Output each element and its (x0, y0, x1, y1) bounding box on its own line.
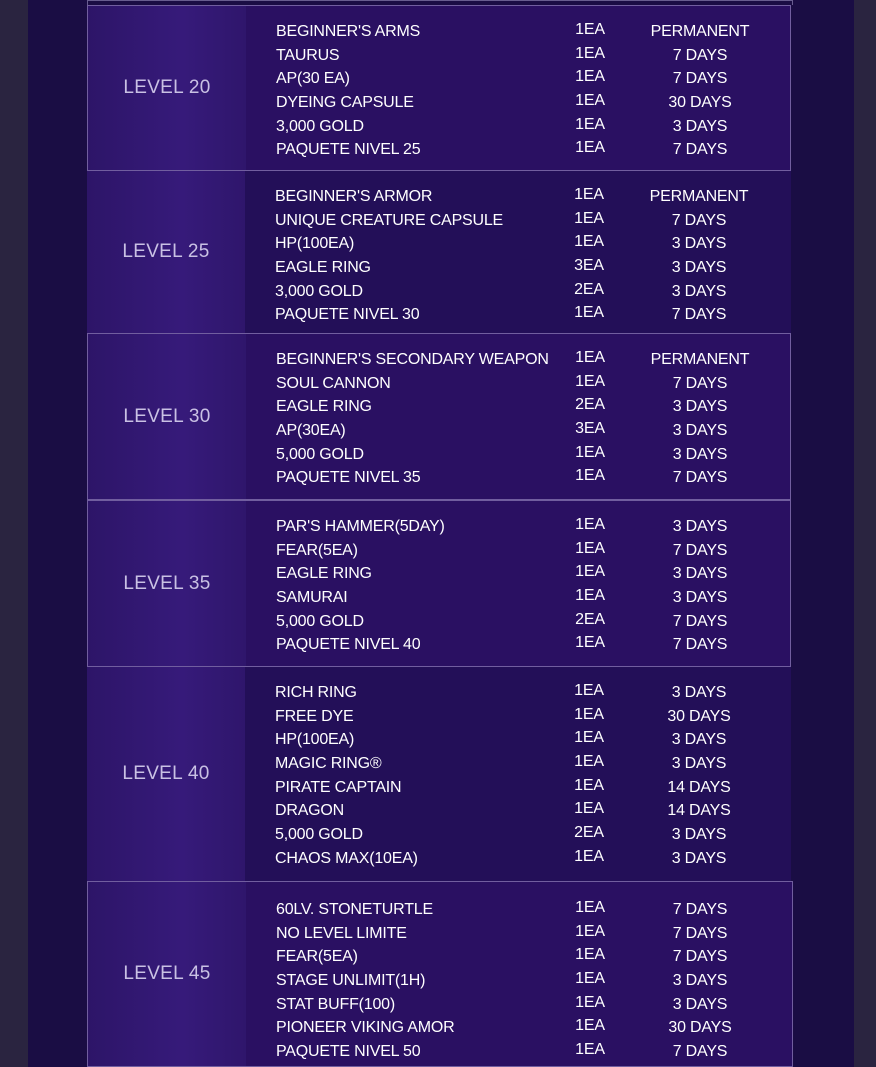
reward-item-name: MAGIC RING® (275, 754, 382, 772)
reward-item (275, 232, 791, 256)
reward-item-quantity: 1EA (575, 515, 605, 533)
reward-item-quantity: 1EA (574, 209, 604, 227)
reward-item-quantity: 1EA (574, 233, 604, 251)
reward-item-name: DRAGON (275, 802, 345, 820)
reward-item-name: EAGLE RING (275, 258, 371, 276)
reward-item-duration: 3 DAYS (672, 421, 728, 439)
reward-item-duration: 3 DAYS (672, 117, 728, 135)
reward-item-duration: 7 DAYS (672, 948, 728, 966)
reward-item-quantity: 1EA (575, 348, 605, 366)
reward-item (276, 419, 790, 443)
reward-item-duration: 7 DAYS (672, 541, 728, 559)
reward-item-name: UNIQUE CREATURE CAPSULE (275, 211, 504, 229)
level-label: LEVEL 45 (88, 882, 246, 1066)
reward-item (276, 993, 792, 1017)
reward-item (276, 348, 790, 372)
reward-item-duration: PERMANENT (650, 350, 750, 368)
reward-item-duration: 3 DAYS (671, 282, 727, 300)
reward-item (275, 209, 791, 233)
reward-item-duration: 7 DAYS (671, 306, 727, 324)
reward-item-name: SAMURAI (276, 588, 348, 606)
reward-item-duration: 30 DAYS (668, 1019, 732, 1037)
reward-item (276, 945, 792, 969)
reward-item-name: FEAR(5EA) (276, 948, 358, 966)
reward-item-quantity: 1EA (574, 752, 604, 770)
reward-item-duration: 7 DAYS (672, 374, 728, 392)
reward-item-name: 5,000 GOLD (276, 612, 364, 630)
level-group-row (87, 333, 791, 500)
reward-item-quantity: 1EA (574, 705, 604, 723)
reward-item-quantity: 1EA (575, 993, 605, 1011)
level-group-row (87, 5, 791, 171)
level-group-row (87, 881, 793, 1067)
reward-item (276, 443, 790, 467)
reward-item-duration: 7 DAYS (672, 900, 728, 918)
reward-item-quantity: 2EA (574, 823, 604, 841)
reward-item-duration: 7 DAYS (672, 1042, 728, 1060)
reward-item-quantity: 2EA (575, 396, 605, 414)
reward-item (276, 372, 790, 396)
reward-item-quantity: 1EA (575, 467, 605, 485)
reward-item-quantity: 1EA (575, 634, 605, 652)
reward-item (276, 91, 790, 115)
reward-item-name: NO LEVEL LIMITE (276, 924, 407, 942)
reward-item-quantity: 3EA (574, 256, 604, 274)
reward-item-list (246, 334, 790, 499)
reward-item-quantity: 1EA (575, 443, 605, 461)
reward-item-duration: 7 DAYS (672, 70, 728, 88)
reward-item (276, 1016, 792, 1040)
reward-item-name: STAT BUFF(100) (276, 995, 395, 1013)
left-page-margin (0, 0, 28, 1067)
reward-item-duration: 3 DAYS (671, 849, 727, 867)
reward-item-duration: 14 DAYS (667, 802, 731, 820)
reward-item-name: CHAOS MAX(10EA) (275, 849, 418, 867)
reward-item (276, 138, 790, 162)
reward-item-name: PAQUETE NIVEL 35 (276, 469, 421, 487)
level-group-row (87, 500, 791, 667)
reward-item-quantity: 1EA (575, 372, 605, 390)
reward-item-quantity: 1EA (575, 586, 605, 604)
reward-item-list (245, 171, 791, 333)
reward-item-name: PIRATE CAPTAIN (275, 778, 402, 796)
reward-item-quantity: 1EA (575, 969, 605, 987)
reward-item-duration: 7 DAYS (672, 469, 728, 487)
reward-item (275, 681, 791, 705)
reward-item-duration: 30 DAYS (668, 93, 732, 111)
reward-item-name: AP(30 EA) (276, 70, 350, 88)
reward-item (275, 752, 791, 776)
reward-item-quantity: 1EA (574, 185, 604, 203)
reward-item (275, 776, 791, 800)
reward-item-duration: 7 DAYS (672, 612, 728, 630)
reward-item-quantity: 1EA (574, 776, 604, 794)
reward-item-name: AP(30EA) (276, 421, 346, 439)
reward-item (275, 705, 791, 729)
reward-item (275, 303, 791, 327)
reward-item-quantity: 1EA (575, 115, 605, 133)
reward-item (275, 847, 791, 871)
reward-item-duration: 3 DAYS (671, 731, 727, 749)
reward-item-duration: 3 DAYS (672, 398, 728, 416)
level-label: LEVEL 35 (88, 501, 246, 666)
reward-item-list (246, 6, 790, 170)
reward-item-quantity: 1EA (575, 1017, 605, 1035)
reward-item-name: HP(100EA) (275, 731, 355, 749)
reward-item-duration: 3 DAYS (671, 258, 727, 276)
reward-item-list (246, 882, 792, 1066)
reward-item-name: PAQUETE NIVEL 30 (275, 306, 420, 324)
level-label: LEVEL 40 (87, 667, 245, 881)
reward-item-quantity: 1EA (574, 729, 604, 747)
reward-item-quantity: 1EA (575, 946, 605, 964)
reward-item (276, 395, 790, 419)
reward-item-quantity: 1EA (575, 139, 605, 157)
reward-item-duration: 3 DAYS (671, 825, 727, 843)
reward-item-duration: 3 DAYS (672, 565, 728, 583)
reward-item-quantity: 2EA (574, 280, 604, 298)
reward-item-name: DYEING CAPSULE (276, 93, 414, 111)
reward-item (276, 20, 790, 44)
reward-item-duration: 3 DAYS (672, 588, 728, 606)
reward-item (275, 728, 791, 752)
reward-item-name: RICH RING (275, 683, 357, 701)
reward-item-name: EAGLE RING (276, 398, 372, 416)
reward-item-quantity: 1EA (575, 539, 605, 557)
reward-item-list (245, 667, 791, 881)
reward-item (275, 799, 791, 823)
reward-item-name: HP(100EA) (275, 235, 355, 253)
reward-item (276, 610, 790, 634)
reward-item-quantity: 2EA (575, 610, 605, 628)
reward-item (276, 562, 790, 586)
reward-item (276, 539, 790, 563)
reward-item-name: 5,000 GOLD (275, 825, 363, 843)
reward-item (276, 115, 790, 139)
reward-item-duration: 3 DAYS (671, 683, 727, 701)
reward-item-quantity: 1EA (574, 800, 604, 818)
reward-item-name: FREE DYE (275, 707, 354, 725)
reward-item-name: EAGLE RING (276, 565, 372, 583)
reward-item-duration: PERMANENT (649, 187, 749, 205)
reward-item-duration: 3 DAYS (671, 754, 727, 772)
reward-item-quantity: 1EA (575, 563, 605, 581)
reward-item-quantity: 1EA (575, 44, 605, 62)
reward-item-quantity: 1EA (574, 681, 604, 699)
reward-item (275, 185, 791, 209)
reward-item-name: PIONEER VIKING AMOR (276, 1019, 455, 1037)
reward-item-list (246, 501, 790, 666)
reward-item-duration: 7 DAYS (672, 924, 728, 942)
reward-item-name: PAR'S HAMMER(5DAY) (276, 517, 445, 535)
level-group-row (87, 171, 791, 333)
reward-item-duration: 30 DAYS (667, 707, 731, 725)
reward-item (276, 466, 790, 490)
right-page-margin (854, 0, 876, 1067)
reward-item (276, 633, 790, 657)
reward-item (275, 823, 791, 847)
reward-item-name: BEGINNER'S SECONDARY WEAPON (276, 350, 549, 368)
reward-item-quantity: 3EA (575, 419, 605, 437)
reward-item-duration: 3 DAYS (671, 235, 727, 253)
reward-item-duration: 3 DAYS (672, 995, 728, 1013)
reward-item-duration: 7 DAYS (672, 636, 728, 654)
reward-item (276, 44, 790, 68)
reward-item (275, 256, 791, 280)
reward-item-quantity: 1EA (575, 20, 605, 38)
reward-item-duration: 7 DAYS (671, 211, 727, 229)
reward-item-name: FEAR(5EA) (276, 541, 358, 559)
reward-item (276, 1040, 792, 1064)
reward-item (276, 969, 792, 993)
reward-item (276, 586, 790, 610)
reward-item-name: SOUL CANNON (276, 374, 391, 392)
reward-item-duration: 7 DAYS (672, 46, 728, 64)
reward-item-name: BEGINNER'S ARMOR (275, 187, 433, 205)
reward-item (276, 898, 792, 922)
level-label: LEVEL 25 (87, 171, 245, 333)
reward-item-name: 60LV. STONETURTLE (276, 900, 433, 918)
reward-item-duration: 3 DAYS (672, 971, 728, 989)
reward-item-quantity: 1EA (574, 304, 604, 322)
reward-item-duration: 3 DAYS (672, 517, 728, 535)
reward-item (276, 515, 790, 539)
reward-item-name: 5,000 GOLD (276, 445, 364, 463)
reward-item-name: PAQUETE NIVEL 40 (276, 636, 421, 654)
level-label: LEVEL 30 (88, 334, 246, 499)
reward-item-quantity: 1EA (575, 922, 605, 940)
reward-item-duration: 14 DAYS (667, 778, 731, 796)
reward-item-name: 3,000 GOLD (276, 117, 364, 135)
reward-item-duration: PERMANENT (650, 22, 750, 40)
reward-item-quantity: 1EA (574, 847, 604, 865)
reward-item-quantity: 1EA (575, 68, 605, 86)
reward-item (276, 922, 792, 946)
reward-item-name: TAURUS (276, 46, 340, 64)
reward-item (276, 67, 790, 91)
reward-item-quantity: 1EA (575, 898, 605, 916)
reward-item-quantity: 1EA (575, 1040, 605, 1058)
reward-item-duration: 7 DAYS (672, 141, 728, 159)
reward-item-quantity: 1EA (575, 91, 605, 109)
reward-item-name: BEGINNER'S ARMS (276, 22, 421, 40)
reward-item-name: PAQUETE NIVEL 25 (276, 141, 421, 159)
reward-item-name: 3,000 GOLD (275, 282, 363, 300)
level-label: LEVEL 20 (88, 6, 246, 170)
reward-item-duration: 3 DAYS (672, 445, 728, 463)
level-group-row (87, 667, 791, 881)
reward-item-name: PAQUETE NIVEL 50 (276, 1042, 421, 1060)
reward-item (275, 280, 791, 304)
reward-item-name: STAGE UNLIMIT(1H) (276, 971, 426, 989)
